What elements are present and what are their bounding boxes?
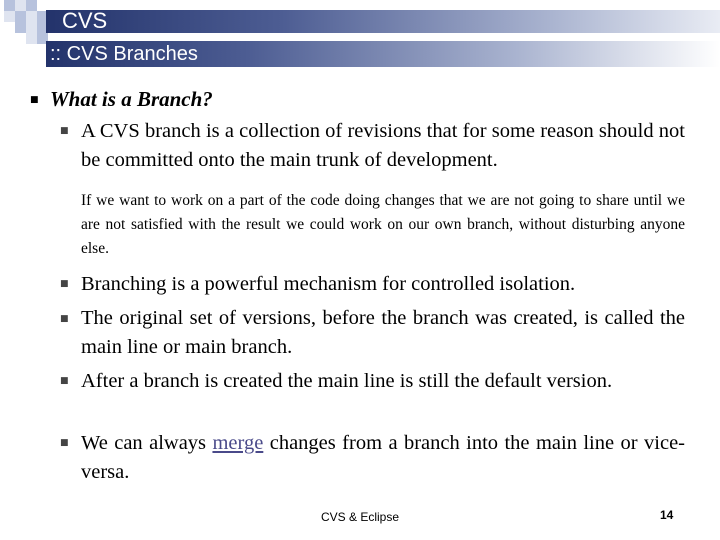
square-bullet-icon: ■ — [60, 314, 69, 324]
square-bullet-icon: ■ — [60, 438, 69, 448]
slide-subtitle: :: CVS Branches — [50, 43, 198, 65]
bullet-main-line: The original set of versions, before the branch was created, is called the main line or main branch. — [81, 307, 685, 358]
bullet-merge-pre: We can always — [81, 432, 213, 454]
slide-title: CVS — [62, 8, 108, 33]
square-bullet-icon: ■ — [60, 126, 69, 136]
title-bar — [46, 10, 720, 33]
bullet-branching-mechanism: Branching is a powerful mechanism for controlled isolation. — [81, 273, 576, 295]
note-paragraph: If we want to work on a part of the code doing changes that we are not going to share until we are not satisfied with the result we could work on our own branch, without disturbing anyone else. — [81, 192, 685, 257]
square-bullet-icon: ■ — [30, 95, 39, 105]
square-bullet-icon: ■ — [60, 279, 69, 289]
footer-text: CVS & Eclipse — [320, 510, 400, 524]
page-number: 14 — [660, 508, 674, 522]
bullet-default-version: After a branch is created the main line is still the default version. — [81, 370, 613, 392]
bullet-merge — [81, 429, 685, 487]
square-bullet-icon: ■ — [60, 376, 69, 386]
heading-what-is-branch: What is a Branch? — [50, 87, 213, 111]
bullet-merge-post: changes from a branch into the main line or vice-versa. — [81, 432, 685, 483]
merge-link[interactable]: merge — [212, 432, 264, 454]
bullet-branch-definition: A CVS branch is a collection of revisions that for some reason should not be committed onto the main trunk of development. — [81, 120, 685, 171]
